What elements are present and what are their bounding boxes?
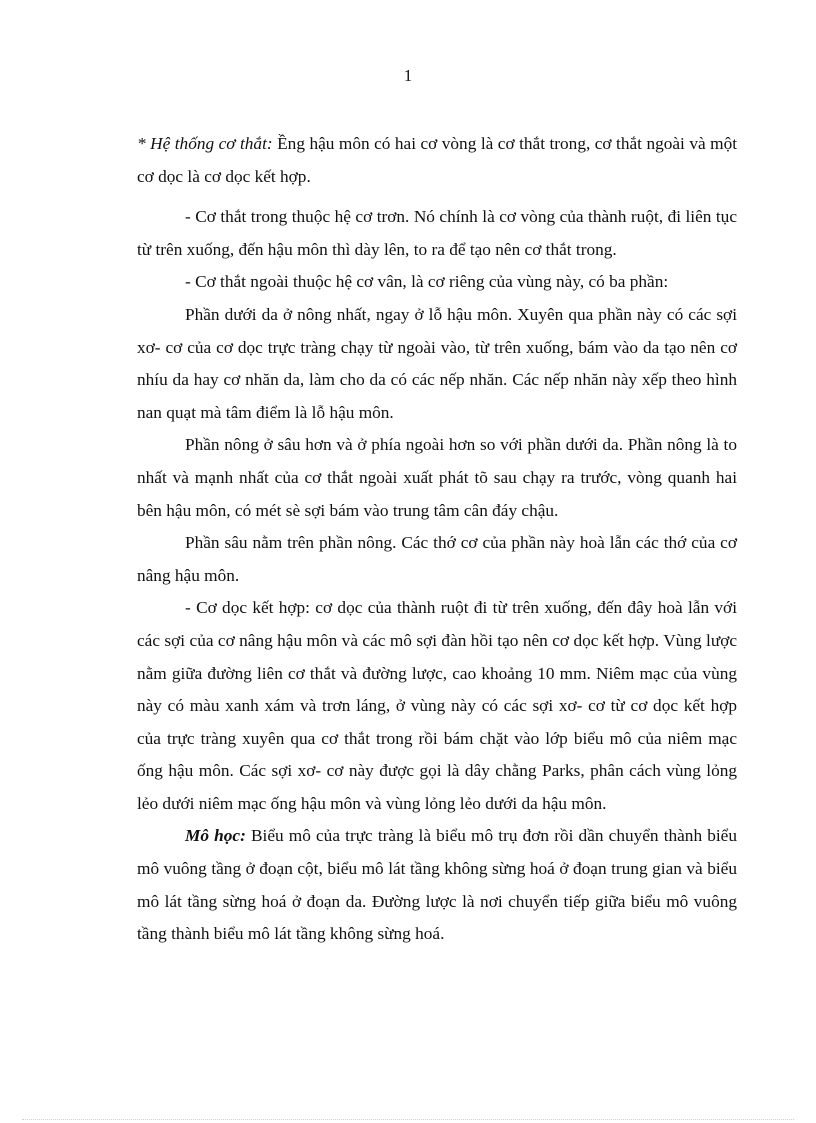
paragraph-superficial-part: Phần nông ở sâu hơn và ở phía ngoài hơn so với phần dưới da. Phần nông là to nhất và mạnh nhất của cơ thắt ngoài xuất phát tõ sau chạy ra trước, vòng quanh hai bên hậu môn, có mét sè sợi bám vào trung tâm cân đáy chậu. <box>137 435 737 520</box>
paragraph-internal-sphincter: - Cơ thắt trong thuộc hệ cơ trơn. Nó chính là cơ vòng của thành ruột, đi liên tục từ trên xuống, đến hậu môn thì dày lên, to ra để tạo nên cơ thắt trong. <box>137 207 737 259</box>
paragraph-conjoined-longitudinal: - Cơ dọc kết hợp: cơ dọc của thành ruột đi từ trên xuống, đến đây hoà lẫn với các sợi của cơ nâng hậu môn và các mô sợi đàn hồi tạo nên cơ dọc kết hợp. Vùng lược nằm giữa đường liên cơ thắt và đường lược, cao khoảng 10 mm. Niêm mạc của vùng này có màu xanh xám và trơn láng, ở vùng này có các sợi xơ- cơ từ cơ dọc kết hợp của trực tràng xuyên qua cơ thắt trong rồi bám chặt vào lớp biểu mô của niêm mạc ống hậu môn. Các sợi xơ- cơ này được gọi là dây chằng Parks, phân cách vùng lỏng lẻo dưới niêm mạc ống hậu môn và vùng lỏng lẻo dưới da hậu môn. <box>137 598 737 813</box>
paragraph-sphincter-system <box>137 128 737 193</box>
paragraph-subcutaneous-part: Phần dưới da ở nông nhất, ngay ở lỗ hậu môn. Xuyên qua phần này có các sợi xơ- cơ của cơ dọc trực tràng chạy từ ngoài vào, từ trên xuống, bám vào da tạo nên cơ nhíu da hay cơ nhăn da, làm cho da có các nếp nhăn. Các nếp nhăn này xếp theo hình nan quạt mà tâm điểm là lỗ hậu môn. <box>137 304 737 422</box>
paragraph-external-sphincter: - Cơ thắt ngoài thuộc hệ cơ vân, là cơ riêng của vùng này, có ba phần: <box>185 272 669 292</box>
histology-heading: Mô học: <box>185 826 246 846</box>
paragraph-text: Ềng hậu môn có hai cơ vòng là cơ thắt trong, cơ thắt ngoài và một cơ dọc là cơ dọc kết hợp. <box>137 134 738 186</box>
sphincter-system-heading: * Hệ thống cơ thắt: <box>137 134 273 153</box>
paragraph-histology <box>137 820 737 950</box>
page-number: 1 <box>403 66 413 85</box>
paragraph-deep-part: Phần sâu nằm trên phần nông. Các thớ cơ của phần này hoà lẫn các thớ của cơ nâng hậu môn. <box>137 533 737 585</box>
paragraph-text: Biểu mô của trực tràng là biểu mô trụ đơn rồi dần chuyển thành biểu mô vuông tầng ở đoạn cột, biểu mô lát tầng không sừng hoá ở đoạn trung gian và biểu mô lát tầng sừng hoá ở đoạn da. Đường lược là nơi chuyển tiếp giữa biểu mô vuông tầng thành biểu mô lát tầng không sừng hoá. <box>137 826 737 944</box>
document-body <box>137 128 737 951</box>
page-bottom-divider <box>22 1119 794 1120</box>
